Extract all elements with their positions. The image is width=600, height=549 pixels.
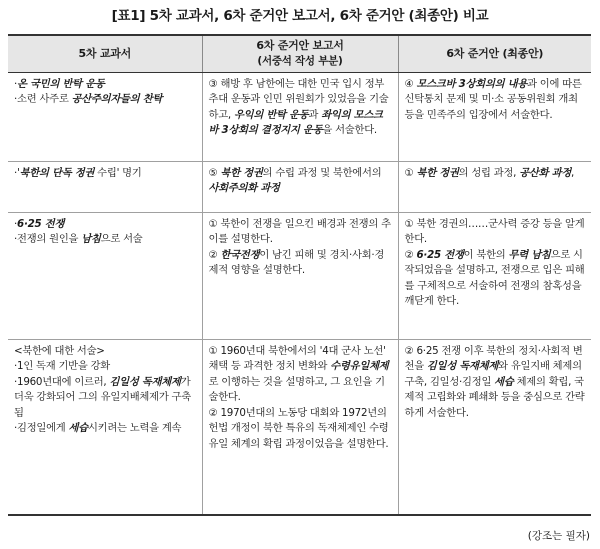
cell-text: ⑤ <box>208 167 221 179</box>
cell-text: <북한에 대한 서술> <box>14 345 105 357</box>
cell-paragraph <box>14 344 196 359</box>
cell-paragraph <box>14 92 196 107</box>
cell-paragraph <box>14 77 196 92</box>
cell-paragraph <box>405 248 586 310</box>
cell-text: 와 유일지배 체제의 구축, 김일성·김정일 <box>404 360 582 388</box>
emphasized-text: 공산주의자들의 찬탁 <box>71 93 163 106</box>
cell-text: ·김정일에게 <box>14 422 69 435</box>
cell-text: ④ <box>404 78 417 90</box>
cell-text: 로 이행하는 것을 설명하고, 그 요인을 기술한다. <box>208 375 385 404</box>
cell-text: 과 <box>308 108 322 121</box>
emphasized-text: 6·25 전쟁 <box>416 248 464 261</box>
cell-text: ·소련 사주로 <box>14 93 72 106</box>
cell-paragraph <box>209 217 392 248</box>
row1-col1-cell <box>8 73 202 162</box>
cell-text: · <box>14 218 18 230</box>
cell-text: 체제의 확립, 국제적 고립화와 폐쇄화 등을 중심으로 간략하게 서술한다. <box>404 375 585 419</box>
cell-paragraph <box>405 344 586 421</box>
row4-col2-cell <box>202 340 398 516</box>
header-col2-sublabel: (서중석 작성 부분) <box>257 55 343 68</box>
header-col1 <box>8 35 202 73</box>
cell-text: ·1960년대에 이르러, <box>14 375 110 388</box>
cell-text: ③ 해방 후 남한에는 대한 민국 입시 정부 추대 운동과 인민 위원회가 있었음을 기술하고, <box>208 78 389 121</box>
cell-text: 의 수립 과정 및 북한에서의 <box>262 167 382 179</box>
cell-text: ① 북한이 전쟁을 일으킨 배경과 전쟁의 추이를 설명한다. <box>208 218 391 246</box>
emphasized-text: 세습 <box>494 375 514 388</box>
cell-text: ② <box>404 248 417 261</box>
emphasized-text: 온 국민의 반탁 운동 <box>17 78 105 90</box>
cell-text: ① 북한 경권의……군사력 증강 등을 알게 한다. <box>404 218 585 246</box>
row4-col1-cell <box>8 340 202 516</box>
row3-col3-cell <box>398 213 591 340</box>
emphasized-text: 무력 남침 <box>508 248 551 261</box>
header-col2 <box>202 35 398 73</box>
cell-paragraph <box>14 421 196 436</box>
cell-paragraph <box>209 406 392 452</box>
emphasized-text: 김일성 독재체제 <box>109 375 181 388</box>
table-row <box>8 162 591 213</box>
cell-text: , <box>571 167 575 179</box>
table-row <box>8 213 591 340</box>
cell-paragraph <box>14 359 196 374</box>
row1-col3-cell <box>398 73 591 162</box>
cell-paragraph <box>209 77 392 139</box>
emphasized-text: 우익의 반탁 운동 <box>233 108 309 121</box>
cell-text: · <box>14 78 18 90</box>
cell-paragraph <box>14 217 196 232</box>
cell-text: 이 북한의 <box>463 248 509 261</box>
cell-text: ② 6·25 전쟁 이후 북한의 정치·사회적 변천을 <box>404 345 583 373</box>
row2-col1-cell <box>8 162 202 213</box>
cell-paragraph <box>405 166 586 181</box>
emphasized-text: 김일성 독재체제 <box>426 360 499 373</box>
cell-paragraph <box>209 248 392 279</box>
emphasized-text: 북한 정권 <box>416 167 459 179</box>
emphasized-text: 북한의 단독 정권 <box>19 167 95 179</box>
header-col2-label: 6차 준거안 보고서 <box>256 39 344 53</box>
cell-paragraph <box>405 77 586 123</box>
table-title: [표1] 5차 교과서, 6차 준거안 보고서, 6차 준거안 (최종안) 비교 <box>111 8 489 24</box>
comparison-table <box>8 34 591 516</box>
footnote: (강조는 필자) <box>527 530 590 542</box>
cell-text: ① <box>404 167 417 179</box>
emphasized-text: 남침 <box>81 233 101 246</box>
cell-text: ·' <box>14 167 20 179</box>
cell-paragraph <box>14 232 196 247</box>
cell-paragraph <box>14 375 196 421</box>
row1-col2-cell <box>202 73 398 162</box>
emphasized-text: 좌익의 모스크바 3상회의 결정지지 운동 <box>208 108 383 137</box>
row4-col3-cell <box>398 340 591 516</box>
cell-text: ·1인 독재 기반을 강화 <box>14 360 110 373</box>
cell-text: 이 남긴 피해 및 경치·사회·경제적 영향을 설명한다. <box>208 248 385 277</box>
row3-col2-cell <box>202 213 398 340</box>
emphasized-text: 한국전쟁 <box>220 248 260 261</box>
emphasized-text: 모스크바 3상회의의 내용 <box>416 78 528 90</box>
table-row <box>8 73 591 162</box>
cell-paragraph <box>405 217 586 248</box>
cell-paragraph <box>14 166 196 181</box>
cell-text: ① 1960년대 북한에서의 '4대 군사 노선' 채택 등 과격한 정치 변화와 <box>208 345 386 373</box>
cell-text: ② 1970년대의 노동당 대회와 1972년의 헌법 개정이 북한 특유의 독재체제인 수령 유일 체계의 확립 과정이었음을 설명한다. <box>208 406 389 450</box>
emphasized-text: 수령유일체제 <box>330 360 389 373</box>
row2-col2-cell <box>202 162 398 213</box>
cell-text: 을 서술한다. <box>322 124 377 137</box>
cell-text: 과 이에 따른 신탁통치 문제 및 미·소 공동위원회 개최 등을 민족주의 입장에서 서술한다. <box>404 78 582 121</box>
emphasized-text: 공산화 과정 <box>519 167 572 179</box>
cell-paragraph <box>209 166 392 197</box>
cell-text: 가 더욱 강화되어 그의 유일지배체제가 구축됨 <box>14 375 191 419</box>
header-col3 <box>398 35 591 73</box>
cell-text: 시키려는 노력을 계속 <box>87 422 182 435</box>
cell-text: 으로 시작되었음을 설명하고, 전쟁으로 입은 피해를 구체적으로 서술하여 전쟁의 참혹성을 깨닫게 한다. <box>404 248 585 308</box>
header-row <box>8 35 591 73</box>
emphasized-text: 세습 <box>68 422 88 435</box>
emphasized-text: 북한 정권 <box>220 167 263 179</box>
header-col1-label: 5차 교과서 <box>78 46 131 60</box>
cell-text: 수립' 명기 <box>94 167 142 179</box>
emphasized-text: 6·25 전쟁 <box>17 218 65 230</box>
table-row <box>8 340 591 516</box>
cell-text: 의 성립 과정, <box>458 167 520 179</box>
cell-text: 으로 서술 <box>100 233 143 246</box>
cell-paragraph <box>209 344 392 406</box>
row3-col1-cell <box>8 213 202 340</box>
cell-text: ② <box>208 248 221 261</box>
emphasized-text: 사회주의화 과정 <box>208 182 280 195</box>
row2-col3-cell <box>398 162 591 213</box>
cell-text: ·전쟁의 원인을 <box>14 233 82 246</box>
header-col3-label: 6차 준거안 (최종안) <box>446 46 544 60</box>
